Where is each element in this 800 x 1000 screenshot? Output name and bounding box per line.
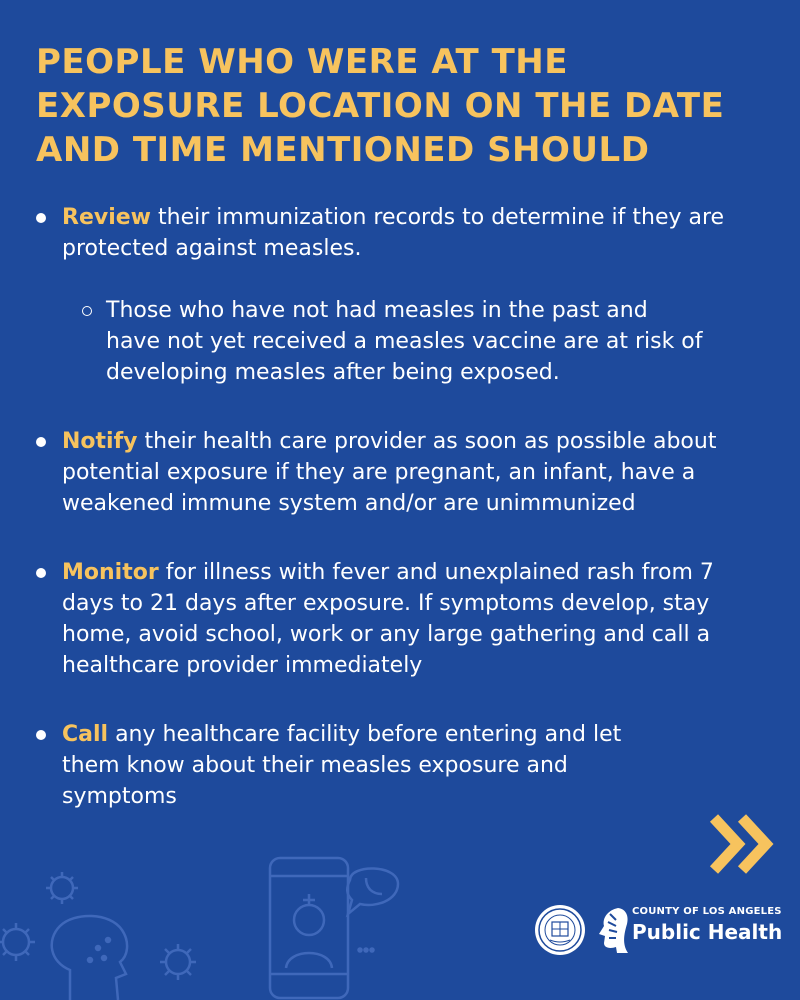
bullet-dot-icon: [36, 437, 46, 447]
county-seal-icon: [534, 904, 586, 956]
virus-icon: [0, 923, 35, 961]
item-text: their health care provider as soon as possible about potential exposure if they are pregnant, an infant, have a weakened immune system and/or are unimmunized: [62, 429, 717, 516]
bullet-dot-icon: [36, 213, 46, 223]
item-text: for illness with fever and unexplained rash from 7 days to 21 days after exposure. If symptoms develop, stay home, avoid school, work or any large gathering and call a healthcare provider immediately: [62, 560, 714, 678]
virus-icon: [46, 872, 78, 904]
keyword-notify: Notify: [62, 429, 138, 454]
bullet-ring-icon: [82, 306, 92, 316]
profile-silhouette-icon: [596, 906, 630, 954]
next-chevrons-icon[interactable]: [708, 812, 778, 876]
item-text: any healthcare facility before entering and let them know about their measles exposure and symptoms: [62, 722, 622, 809]
virus-icon: [160, 944, 196, 980]
logo-public-health-text: Public Health: [632, 920, 783, 944]
bullet-dot-icon: [36, 730, 46, 740]
keyword-review: Review: [62, 205, 151, 230]
sub-item-text: Those who have not had measles in the past and have not yet received a measles vaccine are at risk of developing measles after being exposed.: [106, 298, 703, 385]
logo-county-text: COUNTY OF LOS ANGELES: [632, 906, 782, 917]
keyword-call: Call: [62, 722, 109, 747]
title-line-3: AND TIME MENTIONED SHOULD: [36, 130, 650, 170]
keyword-monitor: Monitor: [62, 560, 159, 585]
public-health-logo: [596, 904, 783, 954]
sub-item-risk: [80, 295, 706, 388]
title-line-2: EXPOSURE LOCATION ON THE DATE: [36, 86, 725, 126]
page-title: [36, 40, 776, 172]
list-item-notify: [36, 426, 736, 519]
decorative-illustration: [0, 850, 420, 1000]
list-item-review: [36, 202, 736, 264]
bullet-dot-icon: [36, 568, 46, 578]
guidance-list: [36, 202, 736, 812]
title-line-1: PEOPLE WHO WERE AT THE: [36, 42, 568, 82]
list-item-call: [36, 719, 642, 812]
list-item-monitor: [36, 557, 742, 681]
item-text: their immunization records to determine if they are protected against measles.: [62, 205, 725, 261]
